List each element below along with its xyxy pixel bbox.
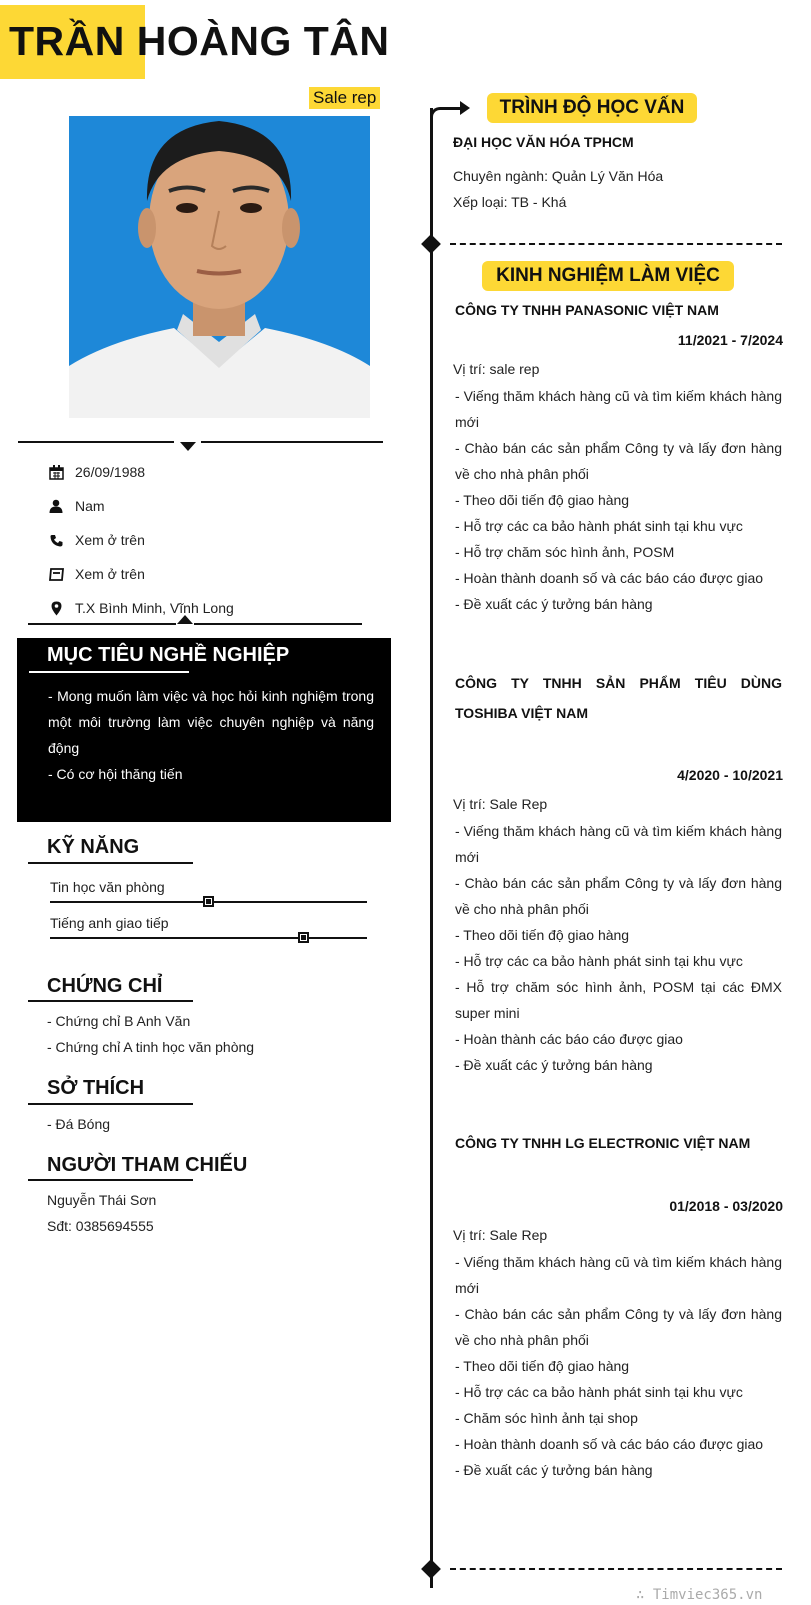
divider-notch-up xyxy=(177,615,193,624)
objective-underline xyxy=(29,671,189,673)
job-task: - Hoàn thành các báo cáo được giao xyxy=(455,1031,683,1047)
job-task: - Chào bán các sản phẩm Công ty và lấy đơn hàng về cho nhà phân phối xyxy=(455,875,782,917)
job-task: - Chào bán các sản phẩm Công ty và lấy đơn hàng về cho nhà phân phối xyxy=(455,1306,782,1348)
job-role: Vị trí: Sale Rep xyxy=(453,1227,548,1243)
skills-title: KỸ NĂNG xyxy=(47,836,140,858)
timeline-diamond xyxy=(421,1559,441,1579)
job-task: - Hỗ trợ chăm sóc hình ảnh, POSM tại các ĐMX super mini xyxy=(455,979,782,1021)
job-task: - Chăm sóc hình ảnh tại shop xyxy=(455,1410,638,1426)
job-task: - Viếng thăm khách hàng cũ và tìm kiếm khách hàng mới xyxy=(455,388,782,430)
info-address xyxy=(47,598,234,618)
job-role: Vị trí: sale rep xyxy=(453,361,540,377)
job-company: CÔNG TY TNHH PANASONIC VIỆT NAM xyxy=(455,302,719,318)
timeline-line xyxy=(430,108,433,1588)
timeline-hook xyxy=(430,107,460,125)
timeline-diamond xyxy=(421,234,441,254)
hobbies-underline xyxy=(28,1103,193,1105)
job-task: - Chào bán các sản phẩm Công ty và lấy đơn hàng về cho nhà phân phối xyxy=(455,440,782,482)
reference-phone: Sđt: 0385694555 xyxy=(47,1218,154,1234)
user-icon xyxy=(47,498,65,514)
job-task: - Hỗ trợ các ca bảo hành phát sinh tại khu vực xyxy=(455,953,743,969)
objective-line: - Có cơ hội thăng tiến xyxy=(48,766,183,782)
job-tasks xyxy=(455,383,782,617)
calendar-icon xyxy=(47,464,65,480)
job-tasks xyxy=(455,1249,782,1483)
hobby-item: - Đá Bóng xyxy=(47,1116,111,1132)
info-birthdate xyxy=(47,462,145,482)
watermark: ∴ Timviec365.vn xyxy=(636,1587,763,1603)
hobbies-title: SỞ THÍCH xyxy=(47,1077,145,1099)
photo-divider-left xyxy=(18,441,174,443)
divider-notch-down xyxy=(180,442,196,451)
info-gender xyxy=(47,496,105,516)
certificates-title: CHỨNG CHỈ xyxy=(47,975,163,997)
skill-level-marker xyxy=(298,932,309,943)
section-dashed-divider xyxy=(450,243,782,245)
skills-underline xyxy=(28,862,193,864)
education-grade: Xếp loại: TB - Khá xyxy=(453,194,567,210)
skill-level-marker xyxy=(203,896,214,907)
job-task: - Hoàn thành doanh số và các báo cáo được giao xyxy=(455,570,764,586)
portrait-image xyxy=(69,116,370,418)
job-period: 01/2018 - 03/2020 xyxy=(669,1198,783,1214)
watermark-text: Timviec365.vn xyxy=(652,1587,763,1603)
education-major: Chuyên ngành: Quản Lý Văn Hóa xyxy=(453,168,664,184)
education-title: TRÌNH ĐỘ HỌC VẤN xyxy=(487,93,697,123)
info-email xyxy=(47,564,145,584)
objective-text xyxy=(48,683,374,787)
location-icon xyxy=(47,600,65,616)
school-name: ĐẠI HỌC VĂN HÓA TPHCM xyxy=(453,134,634,150)
phone-value: Xem ở trên xyxy=(75,532,145,548)
job-task: - Đề xuất các ý tưởng bán hàng xyxy=(455,1057,653,1073)
info-divider-left xyxy=(28,623,176,625)
job-role: Vị trí: Sale Rep xyxy=(453,796,548,812)
email-value: Xem ở trên xyxy=(75,566,145,582)
address-value: T.X Bình Minh, Vĩnh Long xyxy=(75,600,234,616)
profile-photo xyxy=(69,116,370,418)
job-task: - Viếng thăm khách hàng cũ và tìm kiếm khách hàng mới xyxy=(455,823,782,865)
section-dashed-divider xyxy=(450,1568,782,1570)
job-task: - Theo dõi tiến độ giao hàng xyxy=(455,492,630,508)
reference-name: Nguyễn Thái Sơn xyxy=(47,1192,157,1208)
job-period: 4/2020 - 10/2021 xyxy=(677,767,783,783)
job-task: - Đề xuất các ý tưởng bán hàng xyxy=(455,596,653,612)
birthdate-value: 26/09/1988 xyxy=(75,464,146,480)
skill-name: Tiếng anh giao tiếp xyxy=(50,915,169,931)
info-divider-right xyxy=(194,623,362,625)
job-task: - Hỗ trợ các ca bảo hành phát sinh tại khu vực xyxy=(455,518,743,534)
job-period: 11/2021 - 7/2024 xyxy=(677,332,783,348)
email-icon xyxy=(47,566,65,582)
candidate-name: TRẦN HOÀNG TÂN xyxy=(9,18,390,64)
job-task: - Hoàn thành doanh số và các báo cáo được giao xyxy=(455,1436,764,1452)
objective-title: MỤC TIÊU NGHỀ NGHIỆP xyxy=(47,644,290,666)
objective-line: - Mong muốn làm việc và học hỏi kinh nghiệm trong một môi trường làm việc chuyên nghiệp và năng động xyxy=(48,688,374,756)
job-tasks xyxy=(455,818,782,1078)
references-title: NGƯỜI THAM CHIẾU xyxy=(47,1154,248,1176)
skill-bar-track xyxy=(50,937,367,939)
info-phone xyxy=(47,530,145,550)
job-task: - Hỗ trợ chăm sóc hình ảnh, POSM xyxy=(455,544,675,560)
job-task: - Theo dõi tiến độ giao hàng xyxy=(455,927,630,943)
phone-icon xyxy=(47,532,65,548)
job-task: - Hỗ trợ các ca bảo hành phát sinh tại khu vực xyxy=(455,1384,743,1400)
job-position-badge: Sale rep xyxy=(309,87,380,109)
job-task: - Viếng thăm khách hàng cũ và tìm kiếm khách hàng mới xyxy=(455,1254,782,1296)
references-underline xyxy=(28,1179,193,1181)
photo-divider-right xyxy=(201,441,383,443)
timeline-arrow-icon xyxy=(460,101,470,115)
certificates-underline xyxy=(28,1000,193,1002)
certificate-item: - Chứng chỉ B Anh Văn xyxy=(47,1013,191,1029)
gender-value: Nam xyxy=(75,498,105,514)
job-company: CÔNG TY TNHH SẢN PHẨM TIÊU DÙNG TOSHIBA VIỆT NAM xyxy=(455,675,782,721)
career-objective-section xyxy=(17,638,391,822)
skill-name: Tin học văn phòng xyxy=(50,879,165,895)
job-task: - Đề xuất các ý tưởng bán hàng xyxy=(455,1462,653,1478)
certificate-item: - Chứng chỉ A tinh học văn phòng xyxy=(47,1039,255,1055)
experience-title: KINH NGHIỆM LÀM VIỆC xyxy=(482,261,734,291)
job-task: - Theo dõi tiến độ giao hàng xyxy=(455,1358,630,1374)
job-company: CÔNG TY TNHH LG ELECTRONIC VIỆT NAM xyxy=(455,1135,751,1151)
